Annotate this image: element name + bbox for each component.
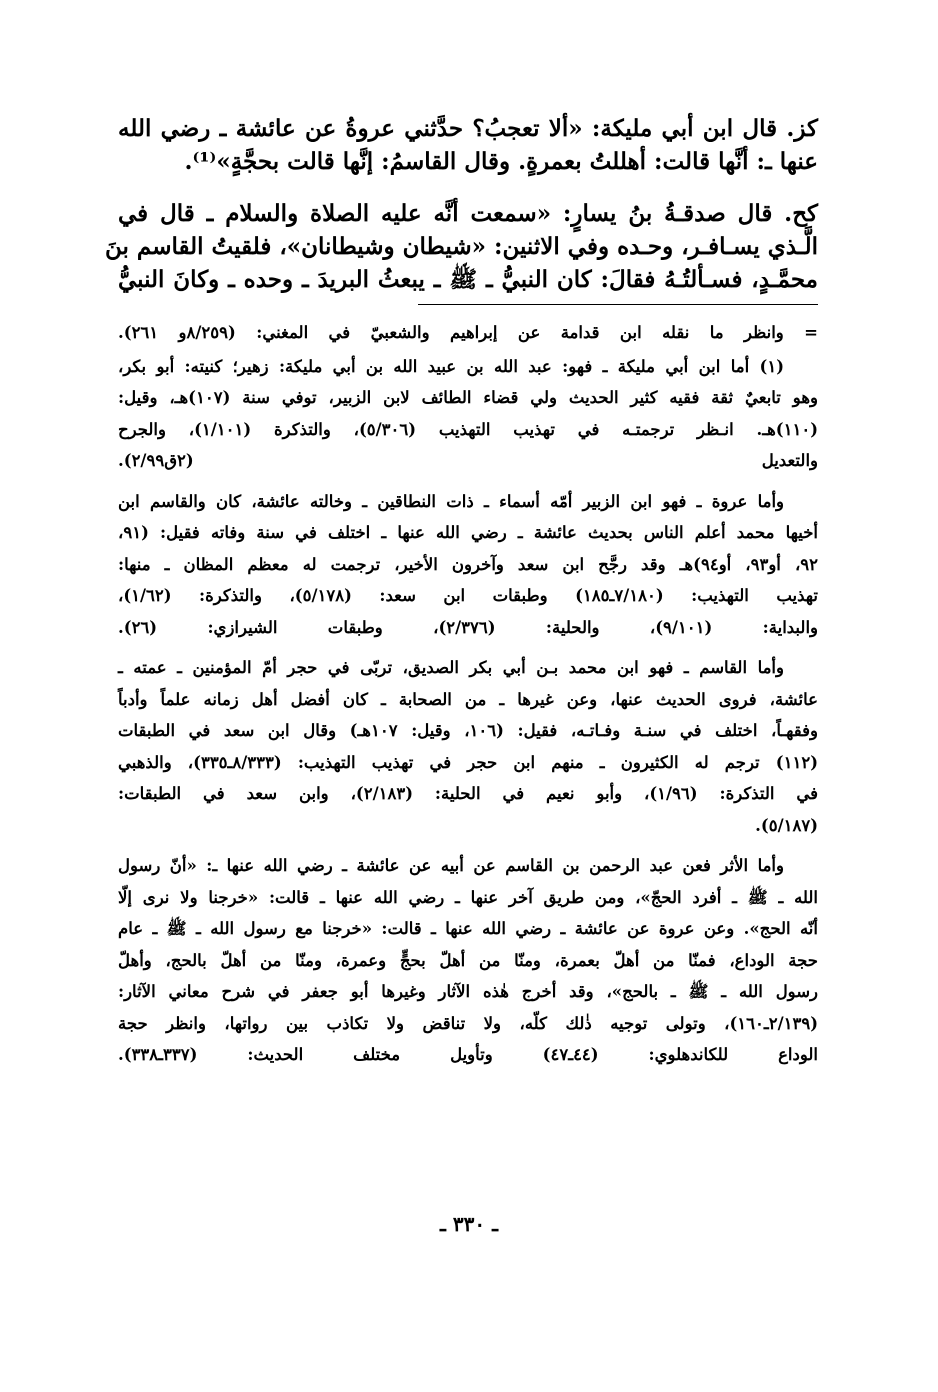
footnote-line: رسول الله ـ ﷺ ـ بالحج»، وقد أخرج هٰذه الآثار وغيرها أبو جعفر في شرح معاني الآثار: (118, 982, 818, 1001)
footnote-athar (118, 850, 818, 1071)
text-line: الَّـذي يسـافـر، وحـده وفي الاثنين: «شيطان وشيطانان»، فلقيتُ القاسم بنَ (105, 233, 818, 260)
footnote-line: وأما عروة ـ فهو ابن الزبير أمّه أسماء ـ ذات النطاقين ـ وخالته عائشة، كان والقاسم ابن (118, 491, 784, 511)
text-line: محمَّـدٍ، فسـألتُـهُ فقالَ: كان النبيُّ ـ ﷺ ـ يبعثُ البريدَ ـ وحده ـ وكانَ النبيُّ (118, 266, 818, 293)
footnote-continuation (118, 317, 818, 349)
footnote-line: (٥/١٨٧). (755, 815, 818, 835)
footnote-line: وأما القاسم ـ فهو ابن محمد بـن أبي بكر الصديق، تربّى في حجر أمّ المؤمنين ـ عمته ـ (118, 658, 784, 677)
footnote-qasim (118, 652, 818, 841)
footnote-line: وهو تابعيٌ ثقة فقيه كثير الحديث ولي قضاء الطائف لابن الزبير، توفي سنة (١٠٧)هـ، وقيل: (118, 388, 818, 407)
footnote-line: في التذكرة: (١/٩٦)، وأبو نعيم في الحلية: (٢/١٨٣)، وابن سعد في الطبقات: (118, 784, 818, 803)
footnote-line: = وانظر ما نقله ابن قدامة عن إبراهيم والشعبيّ في المغني: (٨/٢٥٩و ٢٦١). (118, 323, 818, 342)
footnote-line: ٩٢، أو٩٣، أو٩٤)هـ وقد رجَّح ابن سعد وآخرون الأخير، ترجمت له معظم المظان ـ منها: (118, 554, 818, 574)
main-paragraph-kh (105, 197, 818, 296)
page-number: ـ ٣٣٠ ـ (440, 1212, 498, 1236)
text-line: عنها ـ: أنَّها قالت: أهللتُ بعمرةٍ. وقال القاسمُ: إنَّها قالت بحجَّةٍ»⁽¹⁾. (184, 148, 818, 175)
footnote-line: والبداية: (٩/١٠١)، والحلية: (٢/٣٧٦)، وطبقات الشيرازي: (٢٦). (118, 617, 818, 637)
footnote-line: الله ـ ﷺ ـ أفرد الحجّ»، ومن طريق آخر عنها ـ رضي الله عنها ـ قالت: «خرجنا ولا نرى إلّا (118, 887, 818, 907)
text-line: كز. قال ابن أبي مليكة: «ألا تعجبُ؟ حدَّثني عروةُ عن عائشة ـ رضي الله (118, 115, 818, 142)
main-text (105, 112, 818, 296)
footnote-1-ibn-abi-mulayka (118, 351, 818, 477)
footnote-line: (١١٠)هـ. انـظر ترجمتـه في تهذيب التهذيب (٥/٣٠٦)، والتذكرة (١/١٠١)، والجرح (118, 419, 818, 439)
footnote-line: وفقهـاً، اختلف في سنـة وفـاتـه، فقيل: (١٠٦، وقيل: ١٠٧هـ) وقال ابن سعد في الطبقات (118, 721, 818, 740)
footnote-line: أخيها محمد أعلم الناس بحديث عائشة ـ رضي الله عنها ـ اختلف في سنة وفاته فقيل: (٩١، (118, 523, 818, 542)
footnote-line: حجة الوداع، فمنّا من أهلّ بعمرة، ومنّا من أهلّ بحجٍّ وعمرة، ومنّا من أهلّ بالحج، وأهلّ (118, 950, 818, 970)
footnote-line: (٢/١٣٩ـ١٦٠)، وتولى توجيه ذٰلك كلّه، ولا تناقض ولا تكاذب بين رواتها، وانظر حجة (118, 1013, 818, 1033)
footnote-line: عائشة، فروى الحديث عنها، وعن غيرها ـ من الصحابة ـ كان أفضل أهل زمانه علماً وأدباً (118, 689, 818, 709)
page-body (105, 112, 818, 1080)
footnotes (118, 317, 818, 1071)
main-paragraph-kz (118, 112, 818, 178)
footnote-line: والتعديل (٢ق٢/٩٩). (118, 451, 818, 470)
footnote-line: أنّه الحج». وعن عروة عن عائشة ـ رضي الله عنها ـ قالت: «خرجنا مع رسول الله ـ ﷺ ـ عام (118, 919, 818, 938)
footnote-line: تهذيب التهذيب: (٧/١٨٠ـ١٨٥) وطبقات ابن سعد: (٥/١٧٨)، والتذكرة: (١/٦٢)، (118, 586, 818, 605)
footnote-urwa (118, 486, 818, 644)
footnote-line: (١) أما ابن أبي مليكة ـ فهو: عبد الله بن عبيد الله بن أبي مليكة: زهير؛ كنيته: أبو بكر، (118, 356, 784, 376)
footnote-separator (418, 304, 818, 305)
text-line: كح. قال صدقـةُ بنُ يسارٍ: «سمعت أنَّه عليه الصلاة والسلام ـ قال في (118, 200, 818, 227)
footnote-line: وأما الأثر فعن عبد الرحمن بن القاسم عن أبيه عن عائشة ـ رضي الله عنها ـ: «أنّ رسول (118, 856, 784, 875)
footnote-line: (١١٢) ترجم له الكثيرون ـ منهم ابن حجر في تهذيب التهذيب: (٨/٣٣٣ـ٣٣٥)، والذهبي (118, 752, 818, 772)
footnote-line: الوداع للكاندهلوي: (٤٤ـ٤٧) وتأويل مختلف الحديث: (٣٣٧ـ٣٣٨). (118, 1045, 818, 1064)
